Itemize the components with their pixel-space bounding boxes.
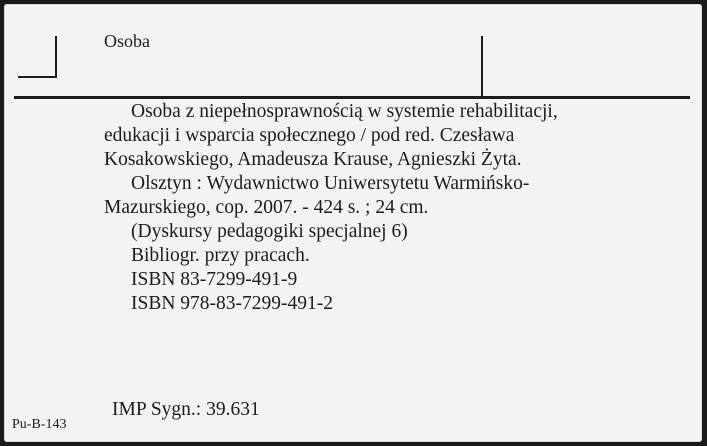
call-number: IMP Sygn.: 39.631 [112, 399, 260, 420]
title-line-2: edukacji i wsparcia społecznego / pod red. Czesława [104, 125, 515, 146]
title-line-1: Osoba z niepełnosprawnością w systemie rehabilitacji, [131, 101, 558, 122]
series-statement: (Dyskursy pedagogiki specjalnej 6) [131, 221, 408, 242]
title-line-3: Kosakowskiego, Amadeusza Krause, Agnieszki Żyta. [104, 149, 522, 170]
publication-line-2: Mazurskiego, cop. 2007. - 424 s. ; 24 cm. [104, 197, 429, 218]
header-divider [481, 36, 483, 98]
publication-line-1: Olsztyn : Wydawnictwo Uniwersytetu Warmińsko- [131, 173, 530, 194]
catalog-card [4, 4, 702, 442]
corner-bracket-vertical [55, 36, 57, 78]
isbn-1: ISBN 83-7299-491-9 [131, 269, 298, 290]
inventory-number: Pu-B-143 [12, 417, 67, 432]
bibliography-note: Bibliogr. przy pracach. [131, 245, 310, 266]
corner-bracket-horizontal [18, 76, 57, 78]
subject-heading: Osoba [104, 31, 150, 51]
isbn-2: ISBN 978-83-7299-491-2 [131, 293, 334, 314]
bibliographic-description [104, 100, 674, 316]
horizontal-rule [14, 96, 690, 99]
